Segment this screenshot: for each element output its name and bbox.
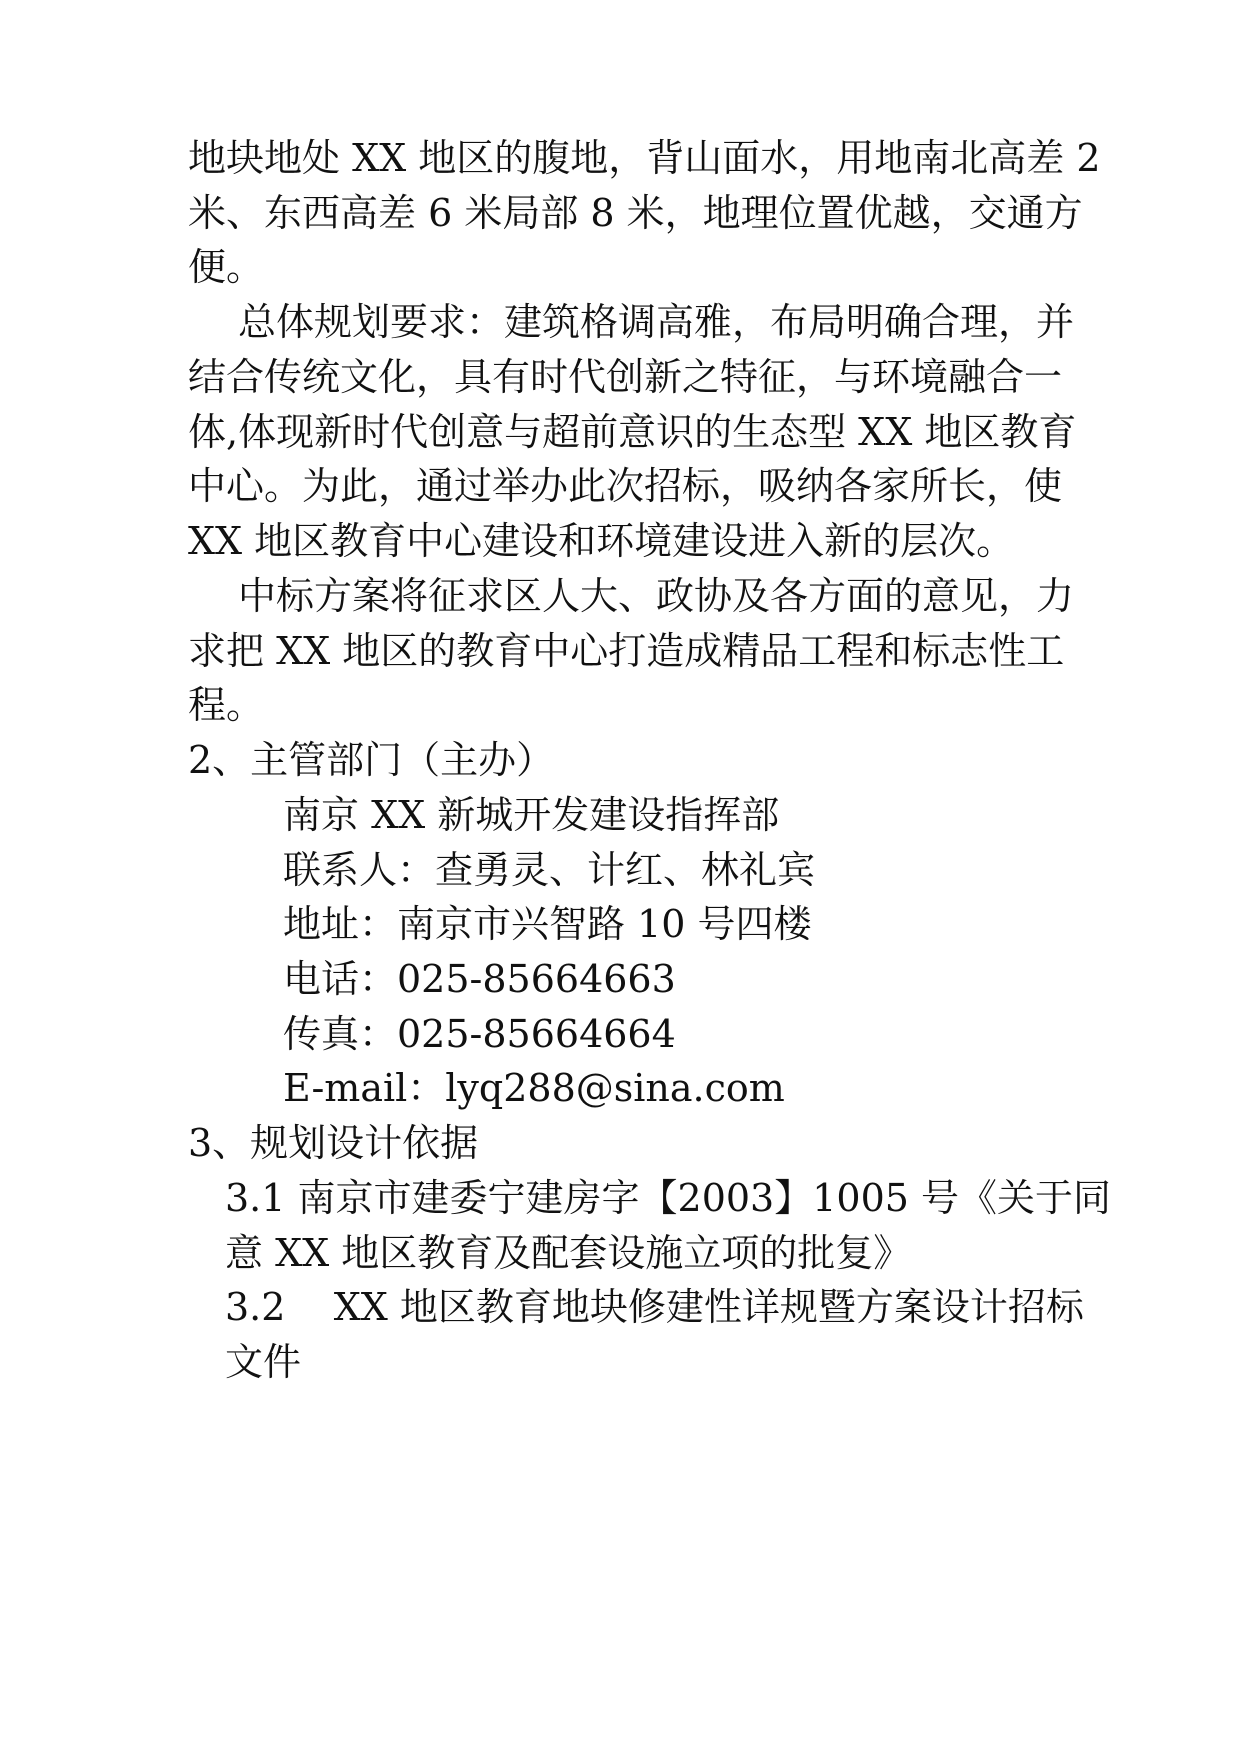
organizer-address: 地址：南京市兴智路 10 号四楼: [283, 902, 812, 946]
winning-paragraph-line-2: 求把 XX 地区的教育中心打造成精品工程和标志性工: [188, 629, 1065, 673]
site-paragraph-line-1: 地块地处 XX 地区的腹地，背山面水，用地南北高差 2: [188, 136, 1101, 180]
organizer-email: E-mail：lyq288@sina.com: [283, 1066, 785, 1110]
basis-item-2-line-2: 文件: [225, 1340, 302, 1384]
winning-paragraph-line-1: 中标方案将征求区人大、政协及各方面的意见，力: [238, 574, 1075, 618]
contact-persons: 联系人：查勇灵、计红、林礼宾: [283, 848, 816, 892]
basis-item-1-line-1: 3.1 南京市建委宁建房字【2003】1005 号《关于同: [225, 1176, 1112, 1220]
winning-paragraph-line-3: 程。: [188, 683, 265, 727]
section-2-heading: 2、主管部门（主办）: [188, 738, 555, 782]
planning-paragraph-line-4: 中心。为此，通过举办此次招标，吸纳各家所长，使: [188, 464, 1063, 508]
planning-paragraph-line-5: XX 地区教育中心建设和环境建设进入新的层次。: [188, 519, 1015, 563]
basis-item-1-line-2: 意 XX 地区教育及配套设施立项的批复》: [225, 1231, 912, 1275]
basis-item-2-line-1: 3.2 XX 地区教育地块修建性详规暨方案设计招标: [225, 1285, 1084, 1329]
site-paragraph-line-2: 米、东西高差 6 米局部 8 米，地理位置优越，交通方: [188, 191, 1083, 235]
site-paragraph-line-3: 便。: [188, 245, 265, 289]
organizer-name: 南京 XX 新城开发建设指挥部: [283, 793, 780, 837]
section-3-heading: 3、规划设计依据: [188, 1121, 479, 1165]
planning-paragraph-line-1: 总体规划要求：建筑格调高雅，布局明确合理，并: [238, 300, 1075, 344]
organizer-phone: 电话：025-85664663: [283, 957, 676, 1001]
planning-paragraph-line-3: 体,体现新时代创意与超前意识的生态型 XX 地区教育: [188, 410, 1077, 454]
organizer-fax: 传真：025-85664664: [283, 1012, 676, 1056]
planning-paragraph-line-2: 结合传统文化，具有时代创新之特征，与环境融合一: [188, 355, 1063, 399]
